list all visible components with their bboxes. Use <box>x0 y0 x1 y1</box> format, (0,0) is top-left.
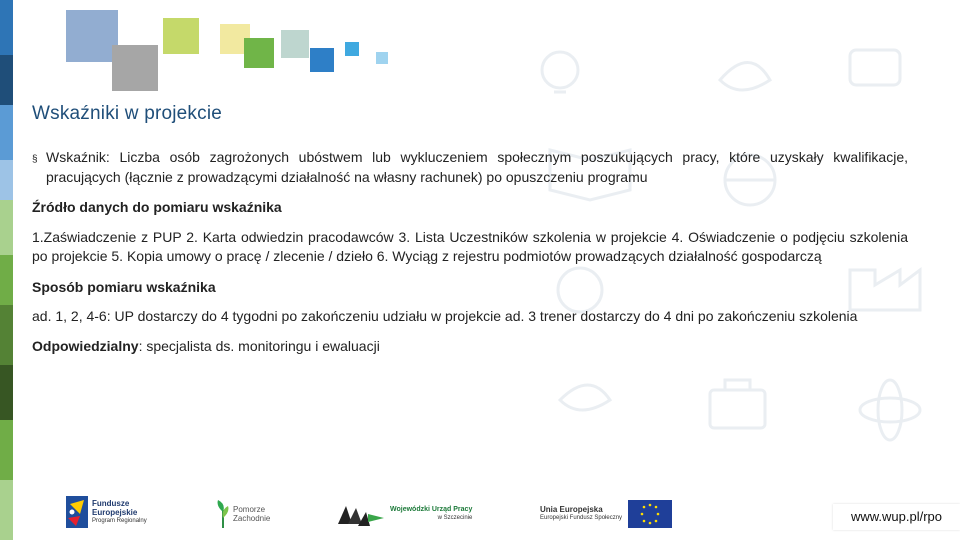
atom-icon <box>860 380 920 440</box>
wup-line2: w Szczecinie <box>437 515 473 521</box>
fe-logo <box>66 496 147 528</box>
eu-line2: Europejski Fundusz Społeczny <box>540 515 623 521</box>
chat-icon <box>850 50 900 85</box>
leaf-icon <box>720 63 770 91</box>
fe-logo-line2: Europejskie <box>92 507 138 517</box>
method-heading: Sposób pomiaru wskaźnika <box>32 278 216 295</box>
responsible-line <box>32 337 908 357</box>
method-text: ad. 1, 2, 4-6: UP dostarczy do 4 tygodni po zakończeniu udziału w projekcie ad. 3 trener dostarczy do 4 dni po zakończeniu szkolenia <box>32 308 858 324</box>
website-url[interactable]: www.wup.pl/rpo <box>833 504 960 530</box>
source-heading: Źródło danych do pomiaru wskaźnika <box>32 199 282 215</box>
fe-logo-line3: Program Regionalny <box>92 517 147 524</box>
pomorze-line2: Zachodnie <box>233 514 271 523</box>
fe-logo-line1: Fundusze <box>92 498 130 508</box>
responsible-value: : specjalista ds. monitoringu i ewaluacji <box>138 337 380 354</box>
source-text: 1.Zaświadczenie z PUP 2. Karta odwiedzin pracodawców 3. Lista Uczestników szkolenia w projekcie 4. Oświadczenie o podjęciu szkolenia po projekcie 5. Kopia umowy o pracę / zlecenie / dzieło 6. Wyciąg z rejestru podmiotów prowadzących działalność gospodarczą <box>32 228 908 264</box>
pomorze-leaf-icon <box>216 500 230 528</box>
indicator-bullet <box>32 148 908 187</box>
wup-line1: Wojewódzki Urząd Pracy <box>390 506 473 513</box>
pomorze-line1: Pomorze <box>233 505 266 514</box>
slide-content <box>32 148 908 356</box>
eu-logo <box>540 500 672 528</box>
sidebar-color-stripes <box>0 0 13 540</box>
fe-star-icon <box>66 496 88 528</box>
bullet-marker: § <box>32 154 38 165</box>
pomorze-logo <box>216 500 270 528</box>
eu-line1: Unia Europejska <box>540 505 603 514</box>
wup-logo <box>336 500 472 528</box>
eu-flag-icon <box>628 500 672 528</box>
wup-emblem-icon <box>336 500 386 528</box>
page-title: Wskaźniki w projekcie <box>32 103 223 124</box>
leaf-icon <box>560 385 610 410</box>
footer-logos <box>0 490 960 540</box>
lightbulb-icon <box>542 52 578 92</box>
responsible-label: Odpowiedzialny <box>32 337 139 354</box>
briefcase-icon <box>710 380 765 428</box>
indicator-text: Wskaźnik: Liczba osób zagrożonych ubóstwem lub wykluczeniem społecznym poszukujących pracy, które uzyskały kwalifikacje, pracujących (łącznie z prowadzącymi działalność na własny rachunek) po opuszczeniu programu <box>46 149 908 185</box>
